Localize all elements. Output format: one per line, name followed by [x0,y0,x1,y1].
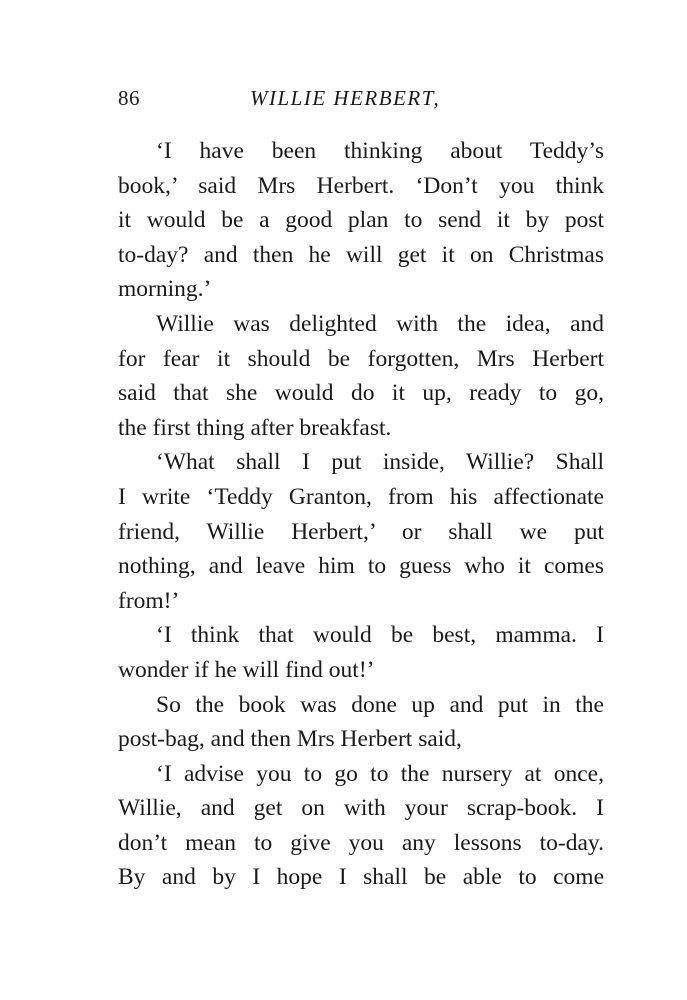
text-line: So the book was done up and put in the [156,691,604,718]
text-line: don’t mean to give you any lessons to-day. [118,829,604,856]
text-line: Willie, and get on with your scrap-book. I [118,795,604,822]
text-line: wonder if he will find out!’ [118,656,375,683]
text-line: I write ‘Teddy Granton, from his affectionate [118,483,604,510]
text-line: ‘I advise you to go to the nursery at once, [156,760,604,787]
text-line: Willie was delighted with the idea, and [156,310,604,337]
text-line: ‘I think that would be best, mamma. I [156,622,604,649]
text-line: friend, Willie Herbert,’ or shall we put [118,518,604,545]
text-line: said that she would do it up, ready to go, [118,380,604,407]
text-line: By and by I hope I shall be able to come [118,864,604,891]
body-text [118,134,604,895]
running-head [118,86,608,116]
text-line: it would be a good plan to send it by post [118,207,604,234]
text-line: morning.’ [118,276,212,303]
text-line: for fear it should be forgotten, Mrs Herbert [118,345,604,372]
text-line: post-bag, and then Mrs Herbert said, [118,726,462,753]
text-line: ‘I have been thinking about Teddy’s [156,138,604,164]
text-line: nothing, and leave him to guess who it comes [118,553,604,580]
text-line: ‘What shall I put inside, Willie? Shall [156,449,604,476]
text-line: the first thing after breakfast. [118,414,392,441]
running-title: WILLIE HERBERT, [250,86,441,110]
text-line: from!’ [118,587,180,614]
text-line: to-day? and then he will get it on Christmas [118,241,604,268]
page-number: 86 [118,86,140,110]
text-line: book,’ said Mrs Herbert. ‘Don’t you think [118,172,604,199]
